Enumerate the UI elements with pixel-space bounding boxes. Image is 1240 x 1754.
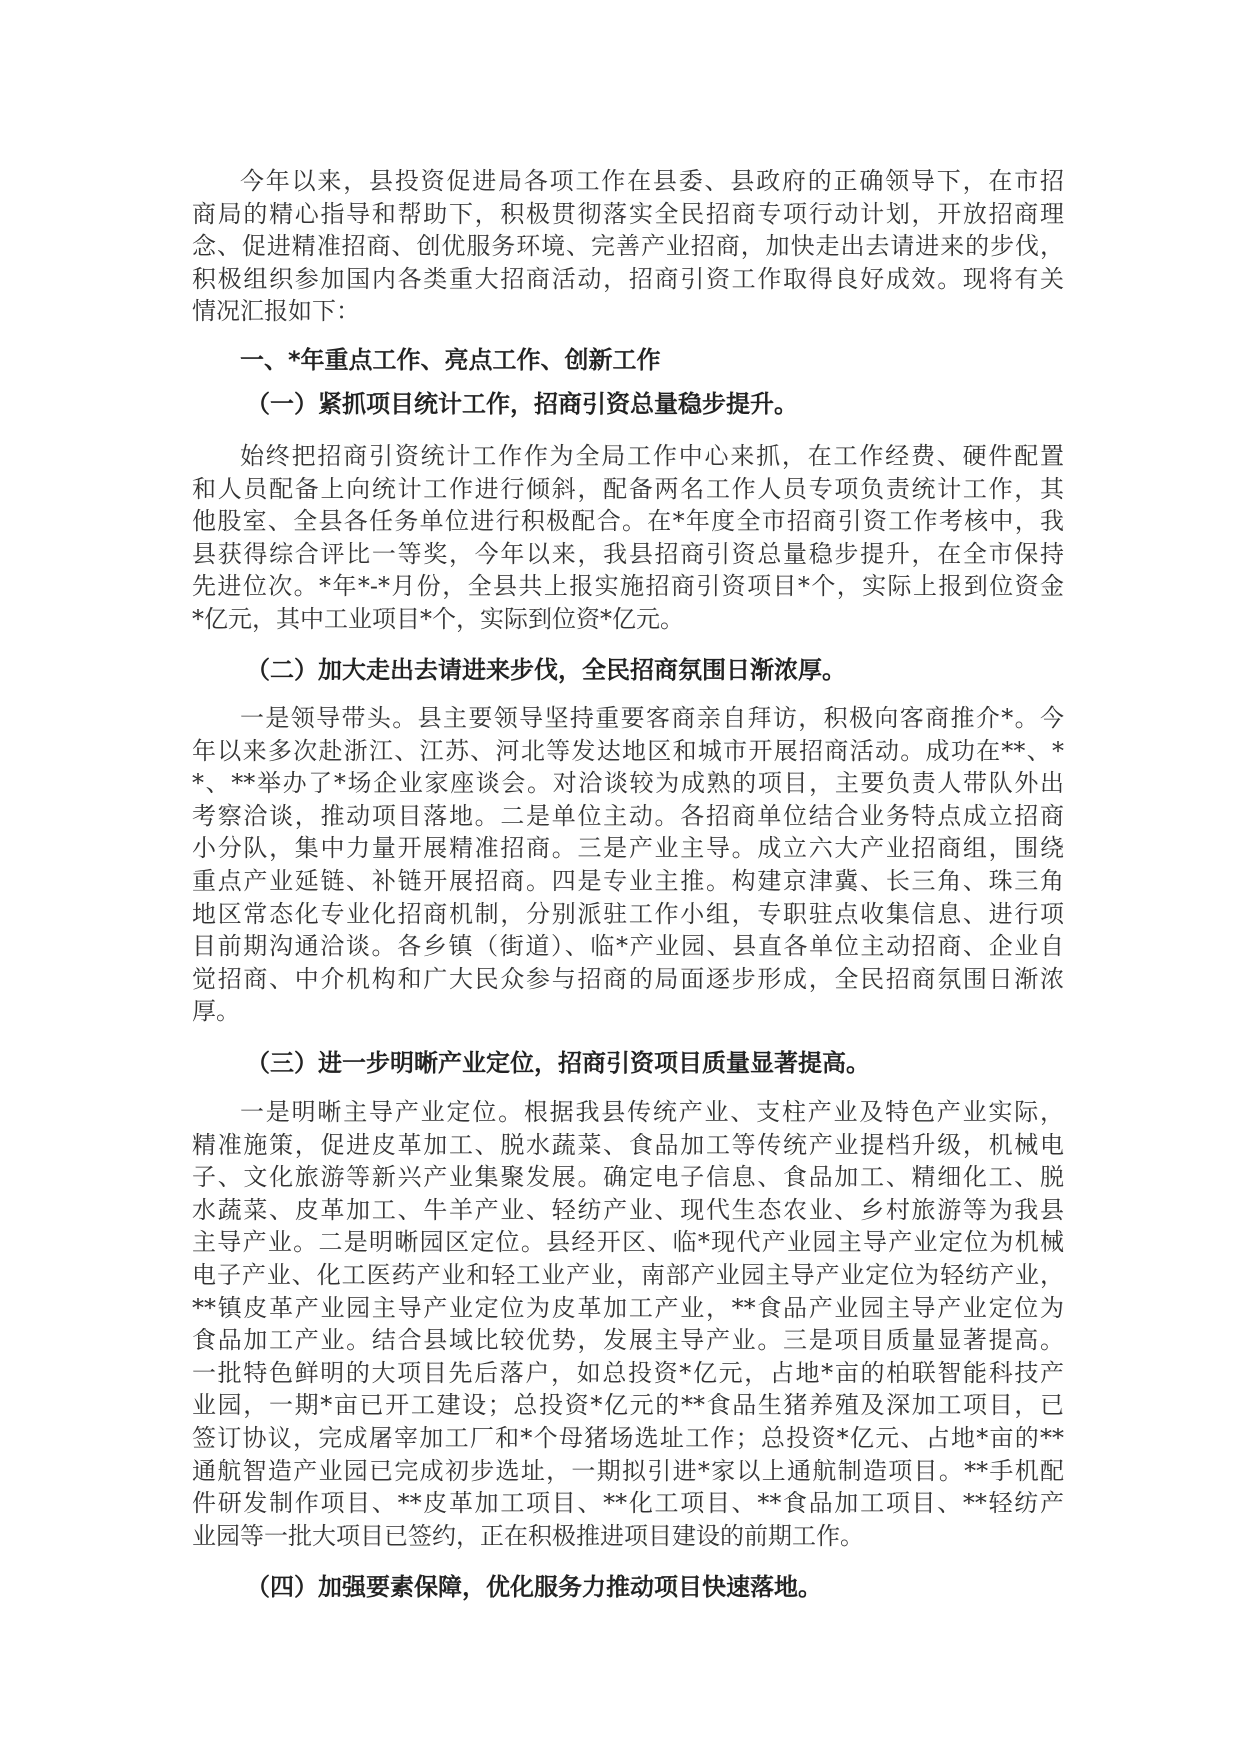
text-line: 一是明晰主导产业定位。根据我县传统产业、支柱产业及特色产业实际， — [240, 1098, 1064, 1126]
text-line: 水蔬菜、皮革加工、牛羊产业、轻纺产业、现代生态农业、乡村旅游等为我县 — [192, 1195, 1064, 1224]
text-line: 通航智造产业园已完成初步选址，一期拟引进*家以上通航制造项目。**手机配 — [192, 1456, 1064, 1485]
text-line: 小分队，集中力量开展精准招商。三是产业主导。成立六大产业招商组，围绕 — [192, 834, 1064, 863]
text-line: 业园，一期*亩已开工建设；总投资*亿元的**食品生猪养殖及深加工项目，已 — [192, 1391, 1064, 1420]
text-line: 和人员配备上向统计工作进行倾斜，配备两名工作人员专项负责统计工作，其 — [192, 474, 1064, 503]
text-line: 地区常态化专业化招商机制，分别派驻工作小组，专职驻点收集信息、进行项 — [192, 899, 1064, 928]
text-line: 考察洽谈，推动项目落地。二是单位主动。各招商单位结合业务特点成立招商 — [192, 801, 1064, 830]
text-line: 先进位次。*年*-*月份，全县共上报实施招商引资项目*个，实际上报到位资金 — [192, 572, 1064, 601]
text-line: 厚。 — [192, 997, 240, 1026]
text-line: 情况汇报如下： — [192, 297, 360, 326]
text-line: 重点产业延链、补链开展招商。四是专业主推。构建京津冀、长三角、珠三角 — [192, 866, 1064, 895]
subsection-heading-1: （一）紧抓项目统计工作，招商引资总量稳步提升。 — [246, 390, 798, 418]
text-line: 电子产业、化工医药产业和轻工业产业，南部产业园主导产业定位为轻纺产业， — [192, 1260, 1064, 1289]
text-line: 食品加工产业。结合县域比较优势，发展主导产业。三是项目质量显著提高。 — [192, 1326, 1064, 1355]
subsection-heading-2: （二）加大走出去请进来步伐，全民招商氛围日渐浓厚。 — [246, 656, 846, 684]
text-line: 业园等一批大项目已签约，正在积极推进项目建设的前期工作。 — [192, 1521, 864, 1550]
text-line: 觉招商、中介机构和广大民众参与招商的局面逐步形成，全民招商氛围日渐浓 — [192, 964, 1064, 993]
text-line: 一批特色鲜明的大项目先后落户，如总投资*亿元，占地*亩的柏联智能科技产 — [192, 1358, 1064, 1387]
subsection-heading-4: （四）加强要素保障，优化服务力推动项目快速落地。 — [246, 1573, 822, 1601]
text-line: 主导产业。二是明晰园区定位。县经开区、临*现代产业园主导产业定位为机械 — [192, 1228, 1064, 1257]
section-heading-1: 一、*年重点工作、亮点工作、创新工作 — [240, 346, 661, 374]
subsection-heading-3: （三）进一步明晰产业定位，招商引资项目质量显著提高。 — [246, 1049, 870, 1077]
intro-paragraph — [192, 165, 1064, 328]
text-line: 精准施策，促进皮革加工、脱水蔬菜、食品加工等传统产业提档升级，机械电 — [192, 1130, 1064, 1159]
text-line: 积极组织参加国内各类重大招商活动，招商引资工作取得良好成效。现将有关 — [192, 264, 1064, 293]
text-line: 始终把招商引资统计工作作为全局工作中心来抓，在工作经费、硬件配置 — [240, 442, 1064, 470]
text-line: 今年以来，县投资促进局各项工作在县委、县政府的正确领导下，在市招 — [240, 167, 1064, 195]
text-line: 件研发制作项目、**皮革加工项目、**化工项目、**食品加工项目、**轻纺产 — [192, 1489, 1064, 1518]
text-line: 商局的精心指导和帮助下，积极贯彻落实全民招商专项行动计划，开放招商理 — [192, 199, 1064, 228]
text-line: **镇皮革产业园主导产业定位为皮革加工产业，**食品产业园主导产业定位为 — [192, 1293, 1064, 1322]
text-line: 念、促进精准招商、创优服务环境、完善产业招商，加快走出去请进来的步伐， — [192, 232, 1064, 261]
text-line: 年以来多次赴浙江、江苏、河北等发达地区和城市开展招商活动。成功在**、* — [192, 736, 1064, 765]
text-line: 他股室、全县各任务单位进行积极配合。在*年度全市招商引资工作考核中，我 — [192, 507, 1064, 536]
text-line: 一是领导带头。县主要领导坚持重要客商亲自拜访，积极向客商推介*。今 — [240, 704, 1064, 732]
text-line: 子、文化旅游等新兴产业集聚发展。确定电子信息、食品加工、精细化工、脱 — [192, 1163, 1064, 1192]
subsection-2-paragraph — [192, 702, 1064, 1028]
subsection-1-paragraph — [192, 440, 1064, 636]
text-line: 县获得综合评比一等奖，今年以来，我县招商引资总量稳步提升，在全市保持 — [192, 539, 1064, 568]
subsection-3-paragraph — [192, 1096, 1064, 1552]
text-line: *亿元，其中工业项目*个，实际到位资*亿元。 — [192, 604, 684, 633]
text-line: 目前期沟通洽谈。各乡镇（街道）、临*产业园、县直各单位主动招商、企业自 — [192, 932, 1064, 961]
text-line: 签订协议，完成屠宰加工厂和*个母猪场选址工作；总投资*亿元、占地*亩的** — [192, 1423, 1064, 1452]
text-line: *、**举办了*场企业家座谈会。对洽谈较为成熟的项目，主要负责人带队外出 — [192, 769, 1064, 798]
